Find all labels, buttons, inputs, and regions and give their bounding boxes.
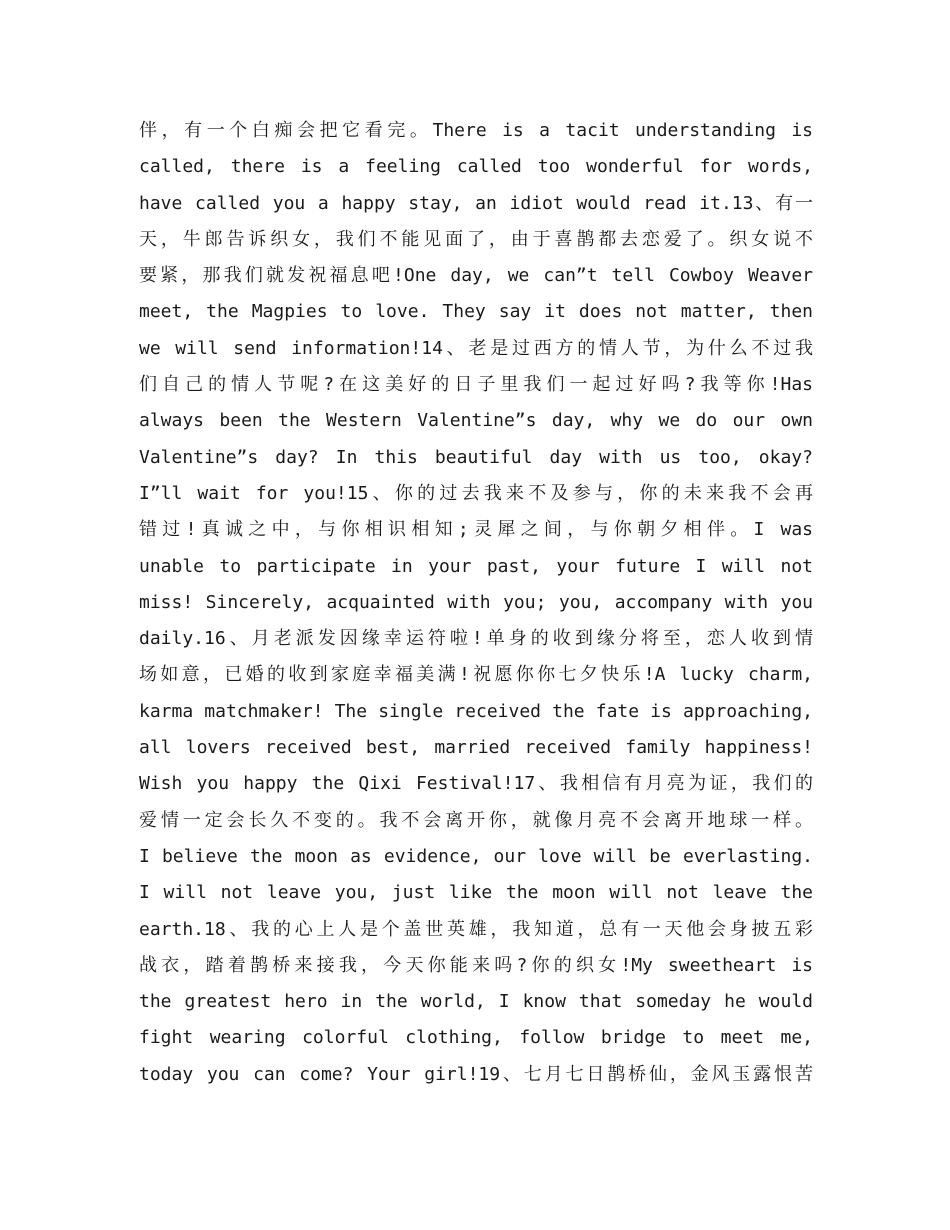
text-line: I will not leave you, just like the moon will not leave the bbox=[139, 882, 813, 904]
text-line: called, there is a feeling called too wonderful for words, bbox=[139, 156, 813, 178]
text-line: all lovers received best, married received family happiness! bbox=[139, 737, 813, 759]
text-line: the greatest hero in the world, I know that someday he would bbox=[139, 991, 813, 1013]
text-line: Wish you happy the Qixi Festival!17、我相信有月亮为证，我们的 bbox=[139, 773, 813, 795]
text-line: 战衣，踏着鹊桥来接我，今天你能来吗?你的织女!My sweetheart is bbox=[139, 954, 813, 976]
text-line: unable to participate in your past, your future I will not bbox=[139, 555, 813, 577]
text-line: 场如意，已婚的收到家庭幸福美满!祝愿你你七夕快乐!A lucky charm, bbox=[139, 664, 813, 686]
text-line: today you can come? Your girl!19、七月七日鹊桥仙，金风玉露恨苦 bbox=[139, 1063, 813, 1085]
text-line: 们自己的情人节呢?在这美好的日子里我们一起过好吗?我等你!Has bbox=[139, 374, 813, 396]
text-line: I”ll wait for you!15、你的过去我来不及参与，你的未来我不会再 bbox=[139, 482, 813, 504]
text-line: earth.18、我的心上人是个盖世英雄，我知道，总有一天他会身披五彩 bbox=[139, 918, 813, 940]
text-line: Valentine”s day? In this beautiful day with us too, okay? bbox=[139, 446, 813, 468]
text-line: karma matchmaker! The single received the fate is approaching, bbox=[139, 700, 813, 722]
text-line: daily.16、月老派发因缘幸运符啦!单身的收到缘分将至，恋人收到情 bbox=[139, 628, 813, 650]
text-line: have called you a happy stay, an idiot would read it.13、有一 bbox=[139, 192, 813, 214]
text-line: 要紧，那我们就发祝福息吧!One day, we can”t tell Cowboy Weaver bbox=[139, 265, 813, 287]
text-line: 天，牛郎告诉织女，我们不能见面了，由于喜鹊都去恋爱了。织女说不 bbox=[139, 228, 813, 250]
body-text bbox=[139, 113, 813, 1093]
text-line: meet, the Magpies to love. They say it does not matter, then bbox=[139, 301, 813, 323]
text-line: I believe the moon as evidence, our love will be everlasting. bbox=[139, 845, 813, 867]
text-line: 爱情一定会长久不变的。我不会离开你，就像月亮不会离开地球一样。 bbox=[139, 809, 813, 831]
text-line: miss! Sincerely, acquainted with you; you, accompany with you bbox=[139, 591, 813, 613]
text-line: we will send information!14、老是过西方的情人节，为什么不过我 bbox=[139, 337, 813, 359]
text-line: 错过!真诚之中，与你相识相知;灵犀之间，与你朝夕相伴。I was bbox=[139, 519, 813, 541]
text-line: always been the Western Valentine”s day, why we do our own bbox=[139, 410, 813, 432]
text-line: fight wearing colorful clothing, follow bridge to meet me, bbox=[139, 1027, 813, 1049]
text-line: 伴，有一个白痴会把它看完。There is a tacit understanding is bbox=[139, 120, 813, 141]
